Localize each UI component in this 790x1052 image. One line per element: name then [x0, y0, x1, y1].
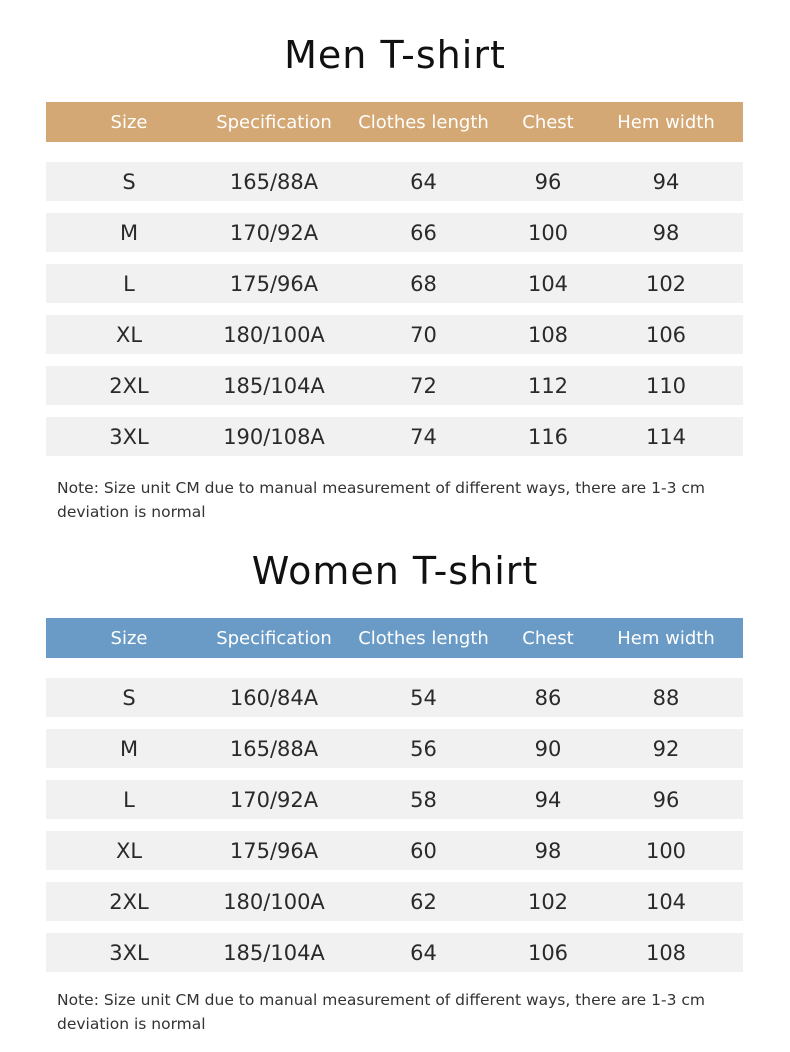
- cell-chest: 112: [527, 373, 569, 398]
- cell-hem-width: 96: [652, 787, 680, 812]
- cell-hem-width: 98: [652, 220, 680, 245]
- cell-size: L: [123, 271, 135, 296]
- cell-specification: 160/84A: [229, 685, 319, 710]
- cell-chest: 94: [534, 787, 562, 812]
- table-row: [46, 213, 743, 252]
- header-chest: Chest: [522, 111, 574, 133]
- cell-chest: 98: [534, 838, 562, 863]
- cell-size: S: [122, 169, 136, 194]
- table-row: [46, 315, 743, 354]
- cell-size: XL: [115, 322, 143, 347]
- table-row: [46, 678, 743, 717]
- cell-clothes-length: 62: [410, 889, 437, 914]
- table-row: [46, 366, 743, 405]
- table-row: [46, 831, 743, 870]
- cell-specification: 185/104A: [223, 373, 325, 398]
- cell-clothes-length: 58: [410, 787, 437, 812]
- cell-chest: 96: [534, 169, 562, 194]
- cell-size: S: [122, 685, 136, 710]
- table-row: [46, 882, 743, 921]
- cell-specification: 170/92A: [229, 220, 319, 245]
- cell-specification: 190/108A: [223, 424, 325, 449]
- table-row: [46, 780, 743, 819]
- cell-clothes-length: 56: [410, 736, 437, 761]
- cell-specification: 185/104A: [223, 940, 325, 965]
- table-row: [46, 417, 743, 456]
- cell-hem-width: 108: [645, 940, 687, 965]
- cell-hem-width: 94: [652, 169, 680, 194]
- cell-hem-width: 114: [645, 424, 687, 449]
- cell-hem-width: 92: [652, 736, 680, 761]
- cell-specification: 175/96A: [229, 271, 319, 296]
- cell-size: 3XL: [109, 424, 149, 449]
- cell-clothes-length: 68: [410, 271, 437, 296]
- cell-hem-width: 110: [645, 373, 687, 398]
- men-size-note: Note: Size unit CM due to manual measurement of different ways, there are 1-3 cm deviation is normal: [57, 479, 706, 521]
- header-hem-width: Hem width: [617, 111, 715, 133]
- cell-size: M: [119, 220, 139, 245]
- header-specification: Specification: [216, 111, 332, 133]
- cell-clothes-length: 54: [410, 685, 437, 710]
- cell-clothes-length: 64: [410, 169, 437, 194]
- cell-clothes-length: 70: [410, 322, 437, 347]
- header-chest: Chest: [522, 627, 574, 649]
- cell-size: 3XL: [109, 940, 149, 965]
- cell-specification: 165/88A: [229, 169, 319, 194]
- header-clothes-length: Clothes length: [358, 627, 489, 649]
- header-hem-width: Hem width: [617, 627, 715, 649]
- cell-size: L: [123, 787, 135, 812]
- cell-chest: 106: [527, 940, 569, 965]
- cell-chest: 116: [527, 424, 569, 449]
- table-row: [46, 933, 743, 972]
- cell-size: M: [119, 736, 139, 761]
- cell-size: 2XL: [109, 373, 149, 398]
- cell-hem-width: 102: [645, 271, 687, 296]
- cell-chest: 104: [527, 271, 569, 296]
- cell-size: 2XL: [109, 889, 149, 914]
- cell-specification: 180/100A: [223, 889, 325, 914]
- men-title: Men T-shirt: [284, 33, 506, 77]
- cell-hem-width: 88: [652, 685, 680, 710]
- cell-clothes-length: 74: [410, 424, 437, 449]
- men-table-header: [46, 102, 743, 142]
- women-size-note: Note: Size unit CM due to manual measurement of different ways, there are 1-3 cm deviation is normal: [57, 991, 706, 1033]
- cell-size: XL: [115, 838, 143, 863]
- cell-chest: 86: [534, 685, 562, 710]
- cell-clothes-length: 64: [410, 940, 437, 965]
- table-row: [46, 729, 743, 768]
- cell-hem-width: 104: [645, 889, 687, 914]
- header-clothes-length: Clothes length: [358, 111, 489, 133]
- header-size: Size: [110, 111, 148, 133]
- cell-clothes-length: 72: [410, 373, 437, 398]
- cell-hem-width: 100: [645, 838, 687, 863]
- cell-chest: 90: [534, 736, 562, 761]
- header-size: Size: [110, 627, 148, 649]
- cell-chest: 108: [527, 322, 569, 347]
- cell-chest: 102: [527, 889, 569, 914]
- cell-clothes-length: 66: [410, 220, 437, 245]
- cell-specification: 175/96A: [229, 838, 319, 863]
- women-title: Women T-shirt: [251, 549, 539, 593]
- header-specification: Specification: [216, 627, 332, 649]
- cell-clothes-length: 60: [410, 838, 437, 863]
- women-table-header: [46, 618, 743, 658]
- cell-chest: 100: [527, 220, 569, 245]
- cell-specification: 180/100A: [223, 322, 325, 347]
- cell-hem-width: 106: [645, 322, 687, 347]
- cell-specification: 170/92A: [229, 787, 319, 812]
- cell-specification: 165/88A: [229, 736, 319, 761]
- table-row: [46, 162, 743, 201]
- table-row: [46, 264, 743, 303]
